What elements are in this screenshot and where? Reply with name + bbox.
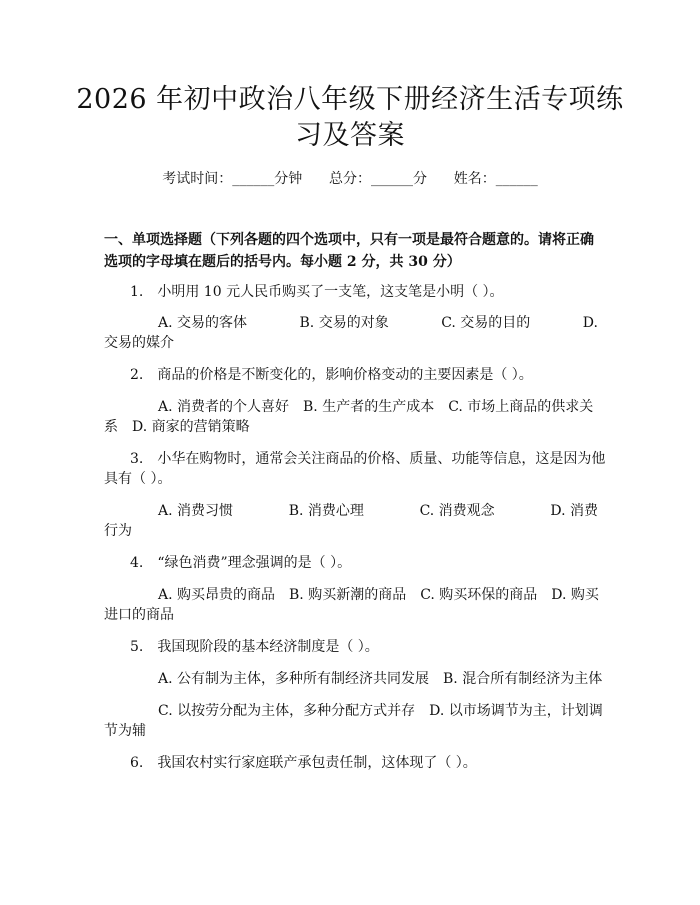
question-5-options-line-2: C. 以按劳分配为主体，多种分配方式并存 D. 以市场调节为主，计划调 bbox=[158, 703, 603, 719]
question-5-options-line-1: A. 公有制为主体，多种所有制经济共同发展 B. 混合所有制经济为主体 bbox=[158, 671, 603, 687]
question-2-options: A. 消费者的个人喜好 B. 生产者的生产成本 C. 市场上商品的供求关 bbox=[158, 399, 594, 415]
question-2-options-wrap: 系 D. 商家的营销策略 bbox=[104, 419, 250, 435]
question-1-option-c: C. 交易的目的 bbox=[441, 315, 531, 331]
document-title-line-2: 习及答案 bbox=[295, 120, 405, 151]
section-heading-line-1: 一、单项选择题（下列各题的四个选项中，只有一项是最符合题意的。请将正确 bbox=[104, 232, 594, 248]
exam-info bbox=[0, 168, 700, 188]
question-3-option-a: A. 消费习惯 bbox=[158, 503, 234, 519]
question-1-option-d: D. bbox=[582, 315, 598, 331]
question-1-option-b: B. 交易的对象 bbox=[299, 315, 389, 331]
question-3-option-d-wrap: 行为 bbox=[104, 523, 132, 539]
section-heading-line-2: 选项的字母填在题后的括号内。每小题 2 分，共 30 分） bbox=[104, 254, 461, 270]
document-title-line-1: 2026 年初中政治八年级下册经济生活专项练 bbox=[76, 84, 624, 115]
question-6-stem: 6. 我国农村实行家庭联产承包责任制，这体现了（ ）。 bbox=[130, 755, 477, 771]
question-3-stem: 3. 小华在购物时，通常会关注商品的价格、质量、功能等信息，这是因为他 bbox=[130, 451, 606, 467]
question-1-stem: 1. 小明用 10 元人民币购买了一支笔，这支笔是小明（ ）。 bbox=[130, 284, 504, 300]
question-4-stem: 4. “绿色消费”理念强调的是（ ）。 bbox=[130, 555, 352, 571]
question-3-option-b: B. 消费心理 bbox=[288, 503, 364, 519]
exam-time: 考试时间：______分钟 bbox=[162, 171, 303, 187]
question-2-stem: 2. 商品的价格是不断变化的，影响价格变动的主要因素是（ ）。 bbox=[130, 367, 533, 383]
question-1-option-a: A. 交易的客体 bbox=[158, 315, 248, 331]
exam-name: 姓名：______ bbox=[453, 171, 538, 187]
question-3-option-c: C. 消费观念 bbox=[419, 503, 495, 519]
section-heading bbox=[104, 229, 602, 273]
question-5-options-wrap: 节为辅 bbox=[104, 723, 146, 739]
question-3-stem-wrap: 具有（ ）。 bbox=[104, 471, 172, 487]
question-1-options bbox=[158, 313, 598, 333]
question-1-option-d-wrap: 交易的媒介 bbox=[104, 335, 174, 351]
question-4-options: A. 购买昂贵的商品 B. 购买新潮的商品 C. 购买环保的商品 D. 购买 bbox=[158, 587, 599, 603]
exam-total-score: 总分：______分 bbox=[329, 171, 427, 187]
question-3-options bbox=[158, 501, 598, 521]
question-5-stem: 5. 我国现阶段的基本经济制度是（ ）。 bbox=[130, 639, 379, 655]
question-4-options-wrap: 进口的商品 bbox=[104, 607, 174, 623]
question-3-option-d: D. 消费 bbox=[550, 503, 598, 519]
